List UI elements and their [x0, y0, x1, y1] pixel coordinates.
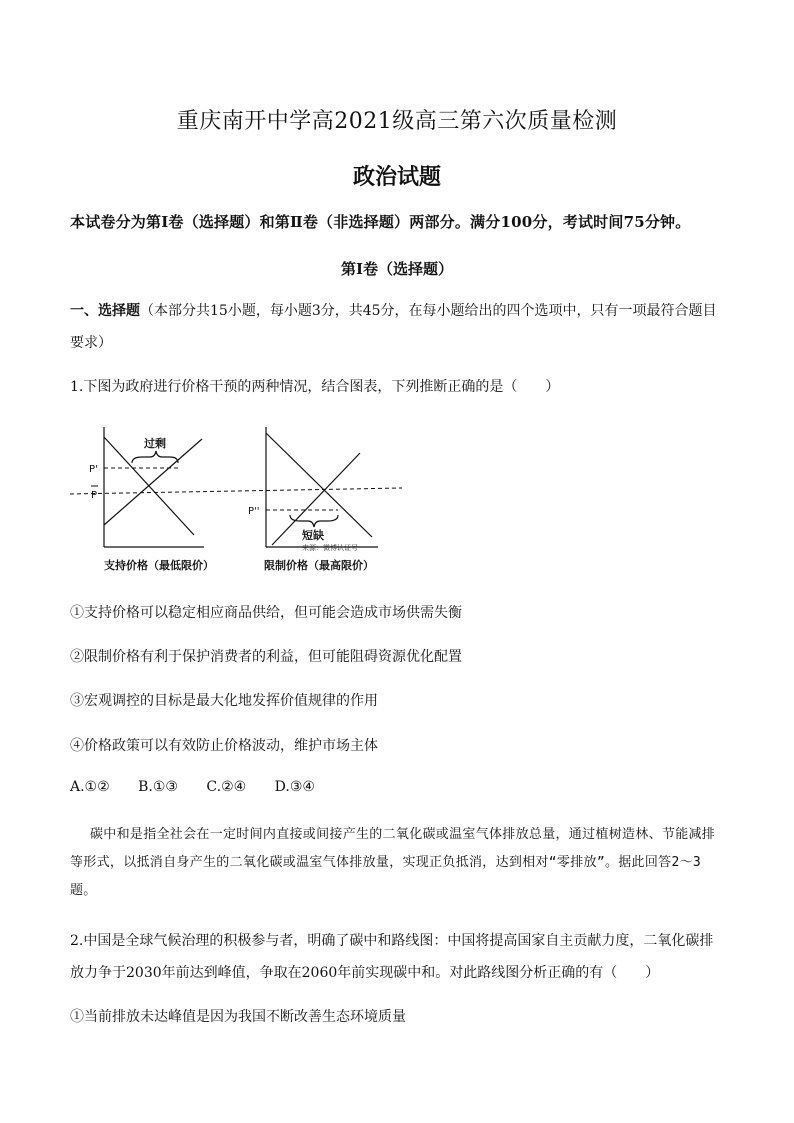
q1-option-c: C.②④ [206, 779, 247, 795]
q1-option-a: A.①② [70, 779, 110, 795]
q1-option-d: D.③④ [274, 779, 315, 795]
p-lower-label: P'' [248, 506, 260, 517]
q2-item-1: ①当前排放未达峰值是因为我国不断改善生态环境质量 [70, 1009, 406, 1025]
figure-watermark: 来源：微博认证号 [302, 544, 358, 552]
part-label: 一、选择题 [70, 303, 140, 319]
section-heading: 第Ⅰ卷（选择题） [340, 260, 454, 278]
left-caption: 支持价格（最低限价） [104, 559, 214, 572]
q1-item-2: ②限制价格有利于保护消费者的利益，但可能阻碍资源优化配置 [70, 649, 462, 665]
part-instructions [70, 295, 725, 359]
left-supply-curve [104, 439, 202, 525]
question-2-stem: 2.中国是全球气候治理的积极参与者，明确了碳中和路线图：中国将提高国家自主贡献力度，二氧化碳排放力争于2030年前达到峰值，争取在2060年前实现碳中和。对此路线图分析正确的有（ ） [70, 933, 714, 981]
question-1-stem: 1.下图为政府进行价格干预的两种情况，结合图表，下列推断正确的是（ ） [70, 379, 560, 395]
exam-title: 重庆南开中学高2021级高三第六次质量检测 [176, 109, 618, 134]
part-description: （本部分共15小题，每小题3分，共45分，在每小题给出的四个选项中，只有一项最符合题目要求） [70, 303, 717, 351]
exam-subject: 政治试题 [352, 164, 441, 190]
q1-option-b: B.①③ [138, 779, 178, 795]
q1-item-4: ④价格政策可以有效防止价格波动，维护市场主体 [70, 738, 378, 754]
right-caption: 限制价格（最高限价） [264, 559, 374, 572]
price-chart-svg [62, 405, 422, 585]
price-intervention-figure [62, 405, 422, 585]
shortage-label: 短缺 [302, 529, 324, 542]
q1-item-3: ③宏观调控的目标是最大化地发挥价值规律的作用 [70, 693, 378, 709]
exam-intro: 本试卷分为第Ⅰ卷（选择题）和第Ⅱ卷（非选择题）两部分。满分100分，考试时间75分钟。 [70, 213, 691, 231]
p-bar-label: P [91, 490, 98, 501]
surplus-label: 过剩 [144, 437, 166, 450]
shortage-brace [290, 515, 338, 527]
surplus-brace [132, 451, 178, 463]
equilibrium-price-line [70, 488, 402, 494]
p-upper-label: P' [89, 464, 98, 475]
carbon-neutral-material: 碳中和是指全社会在一定时间内直接或间接产生的二氧化碳或温室气体排放总量，通过植树造林、节能减排等形式，以抵消自身产生的二氧化碳或温室气体排放量，实现正负抵消，达到相对“零排放”。据此回答2～3题。 [70, 827, 716, 898]
q1-options [70, 779, 339, 795]
q1-item-1: ①支持价格可以稳定相应商品供给，但可能会造成市场供需失衡 [70, 605, 462, 621]
